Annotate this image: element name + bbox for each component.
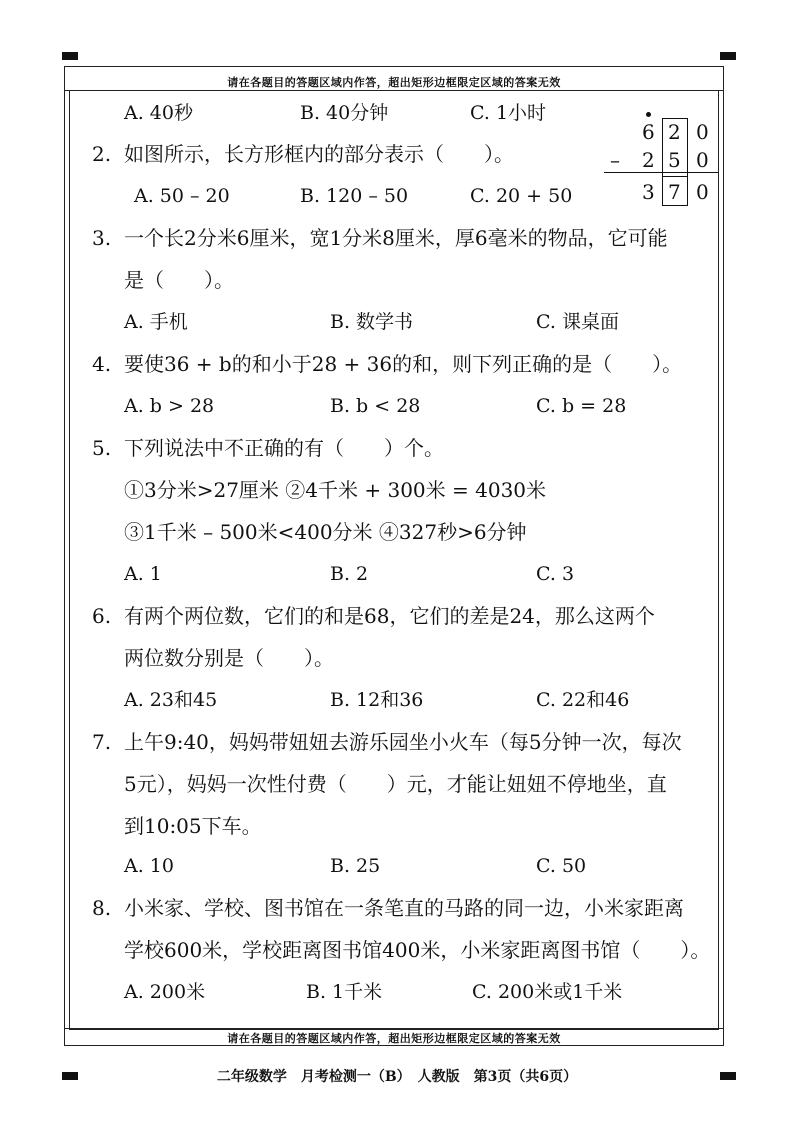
q5-option-c[interactable]: C. 3 <box>536 563 575 585</box>
borrow-dot <box>646 112 651 117</box>
q6-option-b[interactable]: B. 12和36 <box>330 689 424 711</box>
question-6-line-2: 两位数分别是（ ）。 <box>124 646 334 670</box>
question-8-line-2: 学校600米，学校距离图书馆400米，小米家距离图书馆（ ）。 <box>124 938 711 962</box>
corner-mark-top-left <box>62 52 78 60</box>
question-2 <box>92 140 514 168</box>
question-8 <box>92 894 684 922</box>
q1-option-b[interactable]: B. 40分钟 <box>300 102 389 124</box>
question-number: 5. <box>92 436 112 460</box>
question-7 <box>92 728 682 756</box>
q6-option-a[interactable]: A. 23和45 <box>124 689 218 711</box>
question-text: 上午9:40，妈妈带妞妞去游乐园坐小火车（每5分钟一次，每次 <box>124 730 682 754</box>
question-3 <box>92 224 668 252</box>
q3-option-b[interactable]: B. 数学书 <box>330 311 414 333</box>
calc-minus: – <box>610 148 620 172</box>
notice-top: 请在各题目的答题区域内作答，超出矩形边框限定区域的答案无效 <box>227 76 561 89</box>
notice-top-rule <box>64 90 724 91</box>
q1-option-c[interactable]: C. 1小时 <box>470 102 547 124</box>
page-footer: 二年级数学 月考检测一（B） 人教版 第3页（共6页） <box>216 1069 578 1085</box>
calc-r2-d3: 0 <box>696 148 709 172</box>
q4-option-c[interactable]: C. b = 28 <box>536 395 627 417</box>
calc-r2-d2: 5 <box>668 148 681 172</box>
question-5-statements-1: ①3分米>27厘米 ②4千米 + 300米 = 4030米 <box>124 478 547 502</box>
q5-option-a[interactable]: A. 1 <box>124 563 162 585</box>
q8-option-b[interactable]: B. 1千米 <box>306 981 383 1003</box>
question-number: 8. <box>92 896 112 920</box>
question-7-line-3: 到10:05下车。 <box>124 814 262 838</box>
q4-option-a[interactable]: A. b > 28 <box>124 395 215 417</box>
q5-option-b[interactable]: B. 2 <box>330 563 369 585</box>
question-4 <box>92 350 682 378</box>
calc-r1-d1: 6 <box>642 120 655 144</box>
q4-option-b[interactable]: B. b < 28 <box>330 395 421 417</box>
q7-option-c[interactable]: C. 50 <box>536 855 587 877</box>
question-number: 7. <box>92 730 112 754</box>
question-5-statements-2: ③1千米 – 500米<400分米 ④327秒>6分钟 <box>124 520 527 544</box>
question-number: 3. <box>92 226 112 250</box>
question-number: 2. <box>92 142 112 166</box>
calc-r1-d3: 0 <box>696 120 709 144</box>
question-text: 要使36 + b的和小于28 + 36的和，则下列正确的是（ ）。 <box>124 352 683 376</box>
question-6 <box>92 602 655 630</box>
q7-option-a[interactable]: A. 10 <box>124 855 174 877</box>
q1-option-a[interactable]: A. 40秒 <box>124 102 193 124</box>
calc-r3-d3: 0 <box>696 180 709 204</box>
q3-option-c[interactable]: C. 课桌面 <box>536 311 619 333</box>
calc-r2-d1: 2 <box>642 148 655 172</box>
notice-bottom: 请在各题目的答题区域内作答，超出矩形边框限定区域的答案无效 <box>227 1032 561 1045</box>
q8-option-a[interactable]: A. 200米 <box>124 981 206 1003</box>
question-text: 如图所示，长方形框内的部分表示（ ）。 <box>124 142 514 166</box>
question-text: 小米家、学校、图书馆在一条笔直的马路的同一边，小米家距离 <box>124 896 684 920</box>
question-7-line-2: 5元），妈妈一次性付费（ ）元，才能让妞妞不停地坐，直 <box>124 772 667 796</box>
question-text: 下列说法中不正确的有（ ）个。 <box>124 436 444 460</box>
q2-option-c[interactable]: C. 20 + 50 <box>470 185 573 207</box>
q3-option-a[interactable]: A. 手机 <box>124 311 188 333</box>
q8-option-c[interactable]: C. 200米或1千米 <box>472 981 623 1003</box>
calc-r1-d2: 2 <box>668 120 681 144</box>
q7-option-b[interactable]: B. 25 <box>330 855 381 877</box>
question-3-line-2: 是（ ）。 <box>124 268 234 292</box>
q6-option-c[interactable]: C. 22和46 <box>536 689 630 711</box>
question-number: 4. <box>92 352 112 376</box>
calc-r3-d2: 7 <box>668 180 681 204</box>
question-5 <box>92 434 444 462</box>
question-text: 有两个两位数，它们的和是68，它们的差是24，那么这两个 <box>124 604 655 628</box>
notice-bottom-rule <box>64 1028 724 1029</box>
question-number: 6. <box>92 604 112 628</box>
question-text: 一个长2分米6厘米，宽1分米8厘米，厚6毫米的物品，它可能 <box>124 226 668 250</box>
q2-option-b[interactable]: B. 120 – 50 <box>300 185 409 207</box>
corner-mark-top-right <box>720 52 736 60</box>
q2-option-a[interactable]: A. 50 – 20 <box>134 185 230 207</box>
calc-r3-d1: 3 <box>642 180 655 204</box>
